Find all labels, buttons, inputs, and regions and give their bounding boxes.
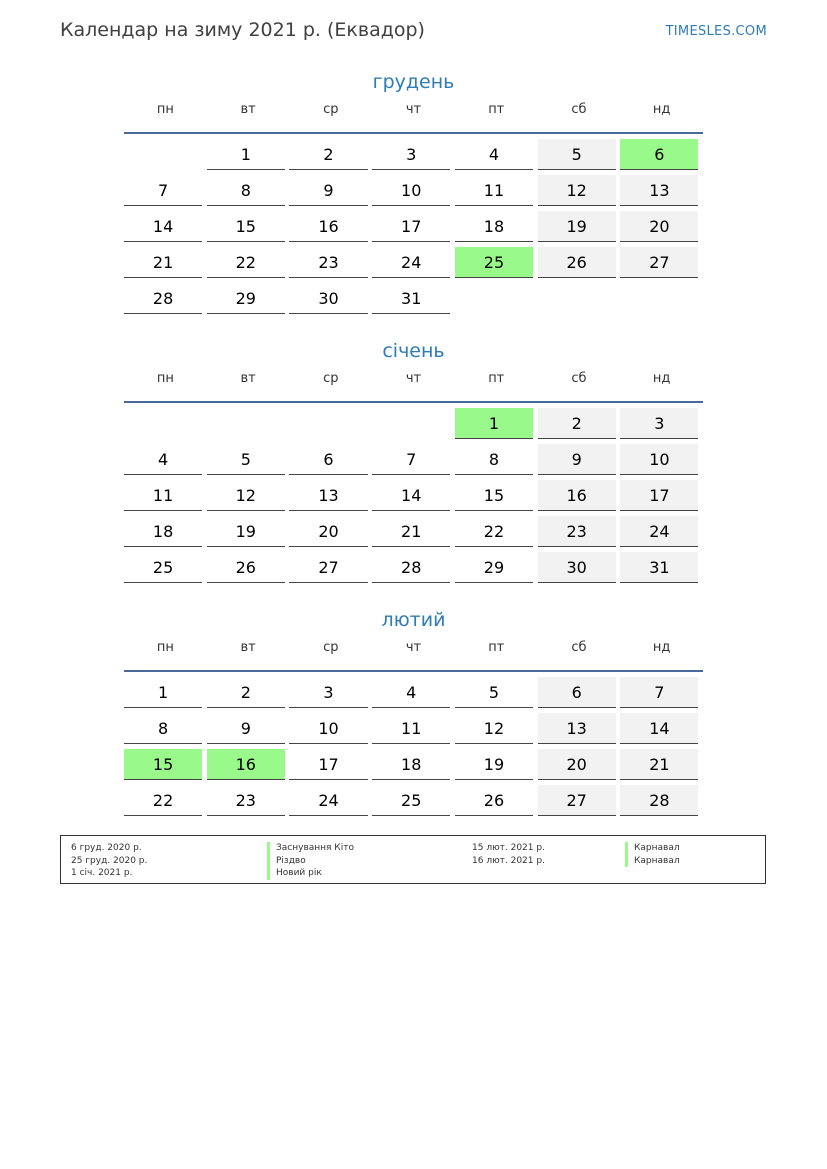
- day-cell: 23: [538, 516, 616, 547]
- day-cell: 25: [372, 785, 450, 816]
- day-cell: 26: [455, 785, 533, 816]
- week-row: [124, 247, 703, 283]
- day-cell: 8: [124, 713, 202, 744]
- day-cell: 10: [372, 175, 450, 206]
- day-cell: 15: [455, 480, 533, 511]
- week-row: [124, 408, 703, 444]
- day-cell: 3: [620, 408, 698, 439]
- weekday-label: вт: [240, 102, 256, 117]
- day-cell: 1: [455, 408, 533, 439]
- day-cell: 27: [620, 247, 698, 278]
- site-link[interactable]: TIMESLES.COM: [665, 24, 767, 39]
- day-cell: 24: [620, 516, 698, 547]
- day-cell: 31: [620, 552, 698, 583]
- empty-day-cell: [207, 408, 285, 438]
- weeks-grid: [124, 139, 703, 319]
- day-cell: 15: [207, 211, 285, 242]
- day-cell: 29: [207, 283, 285, 314]
- week-row: [124, 444, 703, 480]
- weekday-label: пн: [156, 102, 174, 117]
- weekday-label: пт: [488, 640, 505, 655]
- week-row: [124, 785, 703, 821]
- day-cell: 14: [372, 480, 450, 511]
- day-cell: 19: [455, 749, 533, 780]
- day-cell: 2: [538, 408, 616, 439]
- day-cell: 11: [372, 713, 450, 744]
- month-january: [124, 339, 703, 588]
- day-cell: 17: [372, 211, 450, 242]
- weekday-label: вт: [240, 640, 256, 655]
- day-cell: 5: [538, 139, 616, 170]
- day-cell: 21: [372, 516, 450, 547]
- weekday-header: [124, 638, 703, 672]
- day-cell: 11: [124, 480, 202, 511]
- day-cell: 26: [207, 552, 285, 583]
- weeks-grid: [124, 677, 703, 821]
- weekday-label: чт: [405, 640, 422, 655]
- day-cell: 4: [455, 139, 533, 170]
- day-cell: 28: [620, 785, 698, 816]
- day-cell: 13: [538, 713, 616, 744]
- day-cell: 13: [289, 480, 367, 511]
- day-cell: 16: [289, 211, 367, 242]
- day-cell: 16: [538, 480, 616, 511]
- weekday-label: нд: [652, 640, 671, 655]
- weekday-label: вт: [240, 371, 256, 386]
- day-cell: 16: [207, 749, 285, 780]
- day-cell: 12: [455, 713, 533, 744]
- day-cell: 25: [455, 247, 533, 278]
- day-cell: 1: [124, 677, 202, 708]
- day-cell: 18: [124, 516, 202, 547]
- day-cell: 12: [538, 175, 616, 206]
- empty-day-cell: [124, 139, 202, 169]
- day-cell: 22: [455, 516, 533, 547]
- day-cell: 9: [207, 713, 285, 744]
- day-cell: 3: [289, 677, 367, 708]
- week-row: [124, 677, 703, 713]
- legend-date: 15 лют. 2021 р.: [472, 843, 545, 853]
- weekday-label: пн: [156, 371, 174, 386]
- holiday-legend: [60, 835, 766, 884]
- day-cell: 18: [455, 211, 533, 242]
- day-cell: 27: [289, 552, 367, 583]
- weekday-label: пн: [156, 640, 174, 655]
- day-cell: 1: [207, 139, 285, 170]
- weekday-label: чт: [405, 371, 422, 386]
- day-cell: 13: [620, 175, 698, 206]
- day-cell: 20: [289, 516, 367, 547]
- day-cell: 23: [207, 785, 285, 816]
- day-cell: 25: [124, 552, 202, 583]
- day-cell: 29: [455, 552, 533, 583]
- day-cell: 12: [207, 480, 285, 511]
- day-cell: 14: [124, 211, 202, 242]
- weekday-label: ср: [323, 371, 339, 386]
- weekday-label: ср: [323, 640, 339, 655]
- day-cell: 9: [289, 175, 367, 206]
- weekday-header: [124, 369, 703, 403]
- day-cell: 7: [124, 175, 202, 206]
- month-december: [124, 70, 703, 319]
- day-cell: 27: [538, 785, 616, 816]
- day-cell: 22: [124, 785, 202, 816]
- month-name: лютий: [381, 609, 446, 631]
- day-cell: 15: [124, 749, 202, 780]
- day-cell: 23: [289, 247, 367, 278]
- week-row: [124, 175, 703, 211]
- day-cell: 4: [124, 444, 202, 475]
- day-cell: 17: [620, 480, 698, 511]
- weekday-label: пт: [488, 371, 505, 386]
- legend-date: 25 груд. 2020 р.: [71, 855, 148, 866]
- day-cell: 2: [289, 139, 367, 170]
- weekday-label: пт: [488, 102, 505, 117]
- day-cell: 14: [620, 713, 698, 744]
- day-cell: 21: [620, 749, 698, 780]
- day-cell: 24: [372, 247, 450, 278]
- day-cell: 7: [372, 444, 450, 475]
- day-cell: 5: [455, 677, 533, 708]
- day-cell: 22: [207, 247, 285, 278]
- day-cell: 6: [620, 139, 698, 170]
- weekday-label: нд: [652, 102, 671, 117]
- weeks-grid: [124, 408, 703, 588]
- weekday-label: нд: [652, 371, 671, 386]
- legend-holiday-name: Заснування Кіто: [267, 842, 354, 855]
- day-cell: 8: [455, 444, 533, 475]
- weekday-label: чт: [405, 102, 422, 117]
- week-row: [124, 516, 703, 552]
- weekday-label: ср: [323, 102, 339, 117]
- legend-date: 16 лют. 2021 р.: [472, 855, 545, 866]
- day-cell: 20: [620, 211, 698, 242]
- month-name: грудень: [372, 71, 455, 93]
- empty-day-cell: [372, 408, 450, 438]
- day-cell: 6: [538, 677, 616, 708]
- week-row: [124, 283, 703, 319]
- legend-date: 6 груд. 2020 р.: [71, 843, 142, 853]
- day-cell: 4: [372, 677, 450, 708]
- day-cell: 2: [207, 677, 285, 708]
- legend-holiday-name: Карнавал: [625, 842, 680, 855]
- month-february: [124, 608, 703, 821]
- day-cell: 31: [372, 283, 450, 314]
- weekday-label: сб: [571, 371, 587, 386]
- day-cell: 6: [289, 444, 367, 475]
- weekday-label: сб: [571, 640, 587, 655]
- week-row: [124, 749, 703, 785]
- legend-date: 1 січ. 2021 р.: [71, 868, 133, 878]
- legend-holiday-name: Новий рік: [267, 867, 354, 880]
- empty-day-cell: [620, 283, 698, 313]
- day-cell: 10: [289, 713, 367, 744]
- weekday-header: [124, 100, 703, 134]
- empty-day-cell: [538, 283, 616, 313]
- day-cell: 20: [538, 749, 616, 780]
- weekday-label: сб: [571, 102, 587, 117]
- month-name: січень: [382, 340, 445, 362]
- day-cell: 30: [289, 283, 367, 314]
- day-cell: 18: [372, 749, 450, 780]
- day-cell: 7: [620, 677, 698, 708]
- legend-holiday-name: Різдво: [267, 855, 354, 868]
- day-cell: 28: [124, 283, 202, 314]
- day-cell: 9: [538, 444, 616, 475]
- empty-day-cell: [124, 408, 202, 438]
- day-cell: 19: [538, 211, 616, 242]
- day-cell: 3: [372, 139, 450, 170]
- empty-day-cell: [455, 283, 533, 313]
- day-cell: 17: [289, 749, 367, 780]
- empty-day-cell: [289, 408, 367, 438]
- week-row: [124, 211, 703, 247]
- day-cell: 5: [207, 444, 285, 475]
- week-row: [124, 480, 703, 516]
- page-title: Календар на зиму 2021 р. (Еквадор): [60, 19, 425, 41]
- day-cell: 24: [289, 785, 367, 816]
- day-cell: 30: [538, 552, 616, 583]
- day-cell: 8: [207, 175, 285, 206]
- day-cell: 21: [124, 247, 202, 278]
- day-cell: 28: [372, 552, 450, 583]
- day-cell: 11: [455, 175, 533, 206]
- day-cell: 26: [538, 247, 616, 278]
- legend-holiday-name: Карнавал: [625, 855, 680, 868]
- day-cell: 10: [620, 444, 698, 475]
- week-row: [124, 713, 703, 749]
- week-row: [124, 552, 703, 588]
- day-cell: 19: [207, 516, 285, 547]
- week-row: [124, 139, 703, 175]
